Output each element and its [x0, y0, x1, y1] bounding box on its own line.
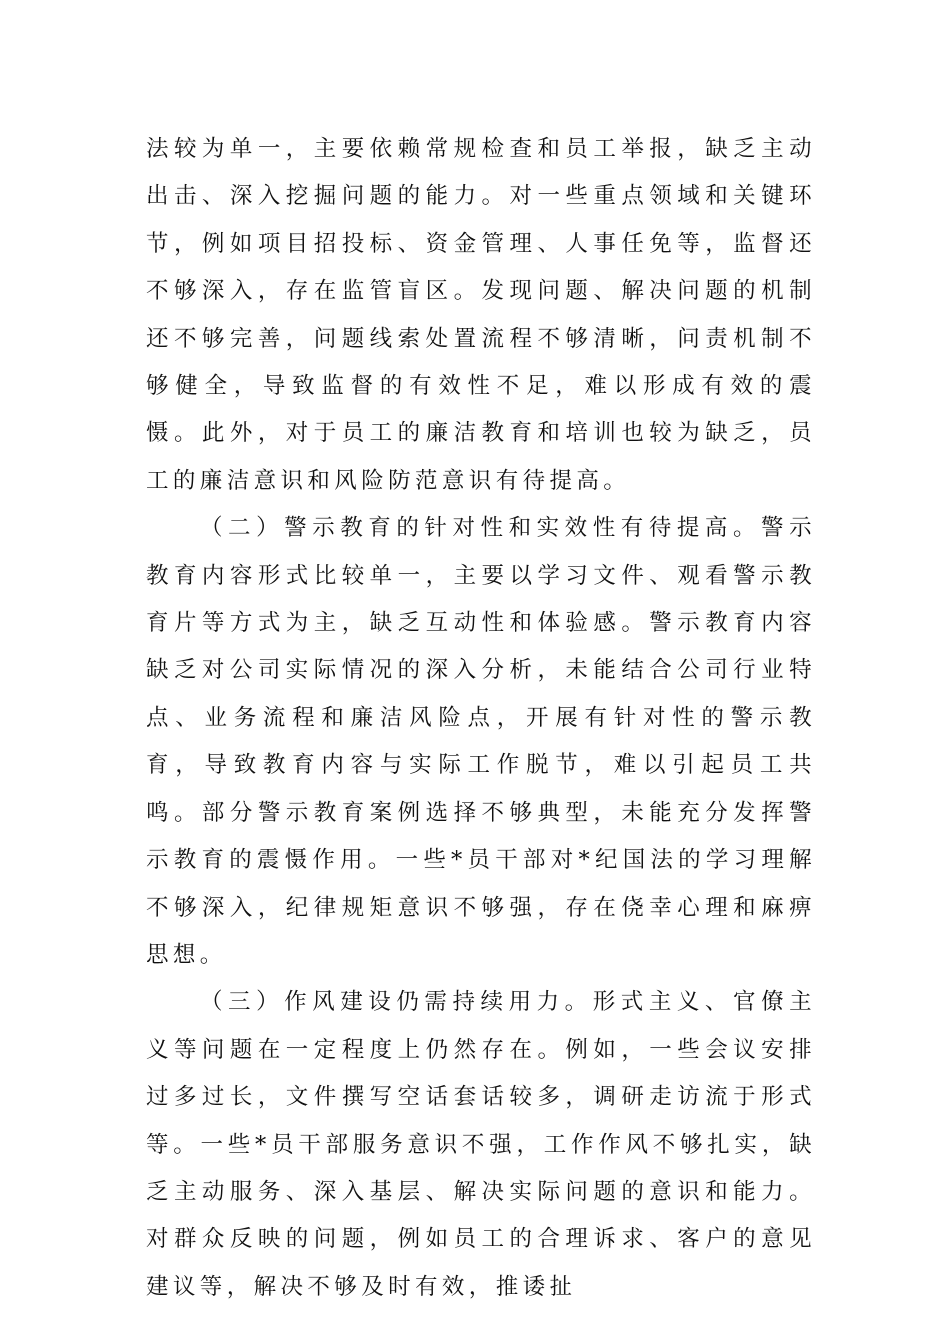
paragraph-continuation: 法较为单一，主要依赖常规检查和员工举报，缺乏主动出击、深入挖掘问题的能力。对一些重点领域和关键环节，例如项目招投标、资金管理、人事任免等，监督还不够深入，存在监管盲区。发现问题、解决问题的机制还不够完善，问题线索处置流程不够清晰，问责机制不够健全，导致监督的有效性不足，难以形成有效的震慑。此外，对于员工的廉洁教育和培训也较为缺乏，员工的廉洁意识和风险防范意识有待提高。 — [146, 136, 816, 494]
paragraph-section-3: （三）作风建设仍需持续用力。形式主义、官僚主义等问题在一定程度上仍然存在。例如，一些会议安排过多过长，文件撰写空话套话较多，调研走访流于形式等。一些*员干部服务意识不强，工作作风不够扎实，缺乏主动服务、深入基层、解决实际问题的意识和能力。对群众反映的问题，例如员工的合理诉求、客户的意见建议等，解决不够及时有效，推诿扯 — [146, 989, 816, 1300]
paragraph-section-2: （二）警示教育的针对性和实效性有待提高。警示教育内容形式比较单一，主要以学习文件、观看警示教育片等方式为主，缺乏互动性和体验感。警示教育内容缺乏对公司实际情况的深入分析，未能结合公司行业特点、业务流程和廉洁风险点，开展有针对性的警示教育，导致教育内容与实际工作脱节，难以引起员工共鸣。部分警示教育案例选择不够典型，未能充分发挥警示教育的震慑作用。一些*员干部对*纪国法的学习理解不够深入，纪律规矩意识不够强，存在侥幸心理和麻痹思想。 — [146, 515, 816, 968]
document-body — [146, 126, 816, 1311]
